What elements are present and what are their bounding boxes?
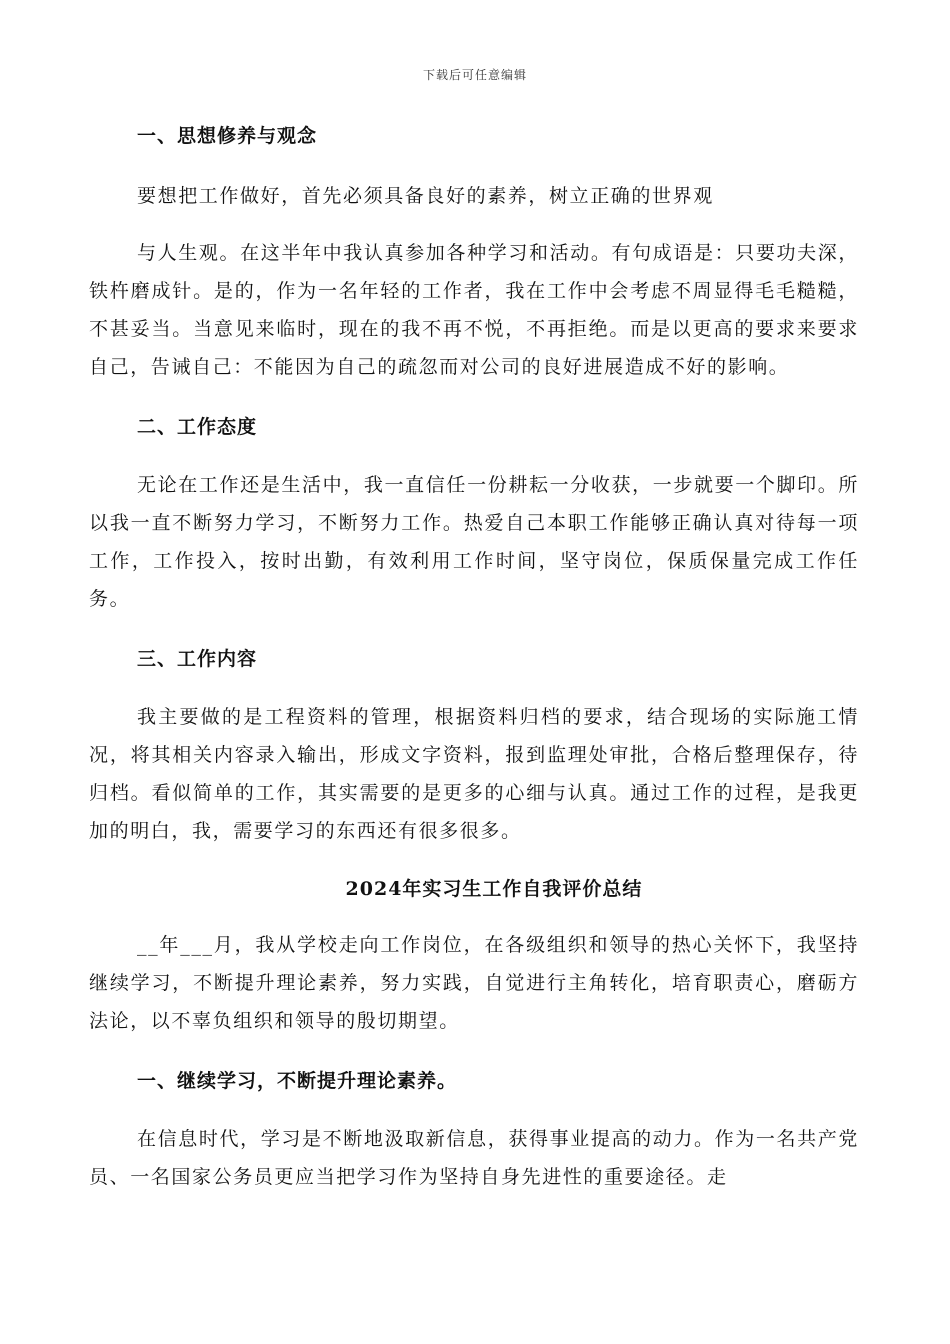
section-heading-4: 一、继续学习，不断提升理论素养。	[137, 1070, 458, 1092]
paragraph: 我主要做的是工程资料的管理，根据资料归档的要求，结合现场的实际施工情况，将其相关内容录入输出，形成文字资料，报到监理处审批，合格后整理保存，待归档。看似简单的工作，其实需要的是更多的心细与认真。通过工作的过程，是我更加的明白，我，需要学习的东西还有很多很多。	[89, 706, 859, 842]
section-heading-3: 三、工作内容	[137, 648, 258, 670]
section-heading-2: 二、工作态度	[137, 416, 258, 438]
document-body	[89, 115, 859, 1196]
paragraph: 无论在工作还是生活中，我一直信任一份耕耘一分收获，一步就要一个脚印。所以我一直不断努力学习，不断努力工作。热爱自己本职工作能够正确认真对待每一项工作，工作投入，按时出勤，有效利用工作时间，坚守岗位，保质保量完成工作任务。	[89, 474, 859, 610]
section-heading-1: 一、思想修养与观念	[137, 125, 318, 147]
paragraph: 要想把工作做好，首先必须具备良好的素养，树立正确的世界观	[137, 185, 714, 207]
document-title: 2024年实习生工作自我评价总结	[345, 878, 643, 900]
page-header: 下载后可任意编辑	[422, 68, 527, 82]
paragraph: 在信息时代，学习是不断地汲取新信息，获得事业提高的动力。作为一名共产党员、一名国家公务员更应当把学习作为坚持自身先进性的重要途径。走	[89, 1128, 859, 1188]
paragraph: __年___月，我从学校走向工作岗位，在各级组织和领导的热心关怀下，我坚持继续学习，不断提升理论素养，努力实践，自觉进行主角转化，培育职责心，磨砺方法论，以不辜负组织和领导的殷切期望。	[89, 934, 859, 1032]
paragraph: 与人生观。在这半年中我认真参加各种学习和活动。有句成语是：只要功夫深，铁杵磨成针。是的，作为一名年轻的工作者，我在工作中会考虑不周显得毛毛糙糙，不甚妥当。当意见来临时，现在的我不再不悦，不再拒绝。而是以更高的要求来要求自己，告诫自己：不能因为自己的疏忽而对公司的良好进展造成不好的影响。	[89, 242, 859, 378]
